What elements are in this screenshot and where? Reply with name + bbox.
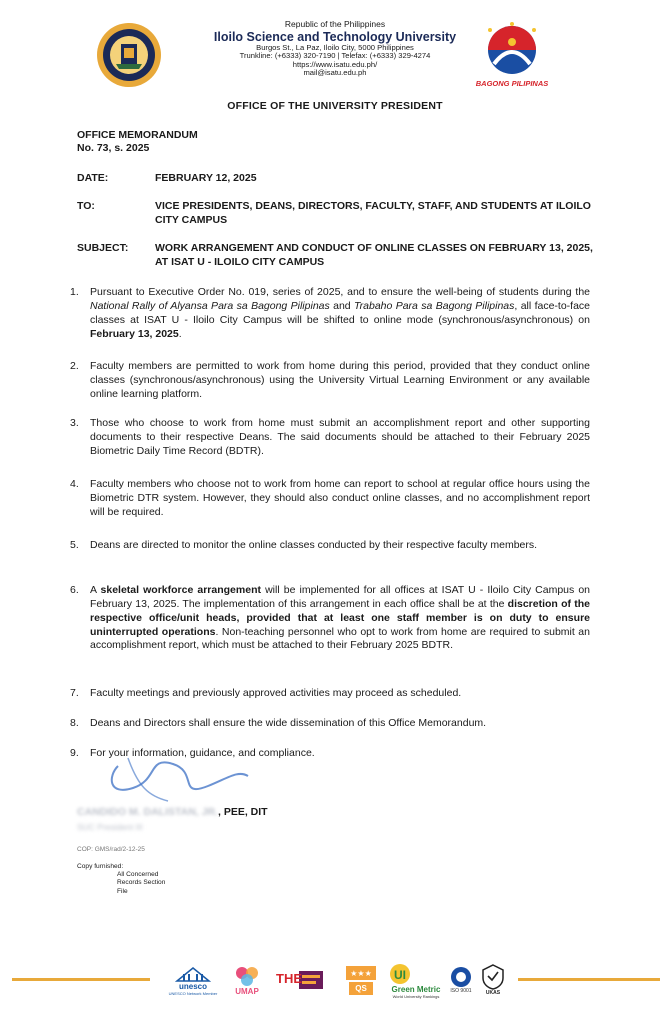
memo-type: OFFICE MEMORANDUM [77,129,198,141]
greenmetric-label: Green Metric [391,984,441,994]
bp-logo-text: BAGONG PILIPINAS [475,79,549,88]
item-text: A skeletal workforce arrangement will be implemented for all offices at ISAT U - Iloilo City Campus on February 13, 2025. The implementation of this arrangement in each office shall be at the discretion of the respective office/unit heads, provided that at least one staff member is on duty to ensure uninterrupted operations. Non-teaching personnel who opt to work from home are required to submit an accomplishment report, which must be attached to their February 2025 BDTR. [90,584,591,652]
item-text: Faculty members who choose not to work from home can report to school at regular office hours using the Biometric DTR system. However, they should also conduct online classes, and no accomplishment report will be required. [90,478,590,518]
reference-code: COP: GMS/rad/2-12-25 [77,846,145,853]
item-text: Those who choose to work from home must submit an accomplishment report and other supporting documents to their respective Deans. The said documents should be attached to their February 2025 Biometric Daily Time Record (BDTR). [90,417,590,457]
ukas-icon [482,964,504,990]
copy-furnished-list [117,871,165,896]
signatory-name-suffix: , PEE, DIT [217,806,268,818]
svg-text:★★★: ★★★ [350,968,372,978]
ukas-label: UKAS [485,990,501,996]
qs-stars-badge [344,958,378,1002]
item-number: 5. [70,539,79,551]
greenmetric-sub: World University Rankings [392,993,440,999]
footer-divider-right [518,978,660,981]
unesco-badge [168,958,218,1002]
unesco-sub: UNESCO Network Member [168,990,218,996]
ui-greenmetric-icon [388,962,444,986]
memo-heading [77,129,198,155]
unesco-icon [175,965,211,983]
university-email[interactable]: mail@isatu.edu.ph [303,68,367,78]
the-rankings-badge [274,958,326,1002]
iso-badge [446,958,476,1002]
bagong-pilipinas-logo-icon [472,20,552,90]
item-number: 8. [70,717,79,729]
item-text: Deans and Directors shall ensure the wide dissemination of this Office Memorandum. [90,717,487,729]
umap-label: UMAP [235,987,259,996]
signatory-title: SUC President III [77,822,143,832]
umap-icon [233,964,261,988]
item-number: 6. [70,584,79,596]
item-number: 9. [70,747,79,759]
ukas-badge [478,958,508,1002]
subject-value: WORK ARRANGEMENT AND CONDUCT OF ONLINE CLASSES ON FEBRUARY 13, 2025, AT ISAT U - ILOILO CITY CAMPUS [155,242,593,268]
university-name: Iloilo Science and Technology University [213,29,457,44]
to-label: TO: [77,200,95,212]
university-seal-icon [96,22,162,88]
list-item: All Concerned [117,871,159,879]
item-number: 4. [70,478,79,490]
svg-text:UI: UI [394,967,406,982]
item-text: Pursuant to Executive Order No. 019, series of 2025, and to ensure the well-being of students during the National Rally of Alyansa Para sa Bagong Pilipinas and Trabaho Para sa Bagong Pilipinas, all face-to-face classes at ISAT U - Iloilo City Campus will be shifted to online mode (synchronous/asynchronous) on February 13, 2025. [90,286,591,340]
item-number: 1. [70,286,79,298]
republic-line: Republic of the Philippines [284,19,386,29]
list-item: Records Section [117,879,166,887]
list-item: File [117,887,128,895]
iso-certification-icon [450,966,472,988]
item-number: 3. [70,417,79,429]
letterhead [170,20,500,78]
university-address: Burgos St., La Paz, Iloilo City, 5000 Philippines [256,42,414,52]
qs-label: QS [349,982,373,995]
subject-label: SUBJECT: [77,242,129,254]
to-value: VICE PRESIDENTS, DEANS, DIRECTORS, FACULTY, STAFF, AND STUDENTS AT ILOILO CITY CAMPUS [155,200,591,226]
item-number: 7. [70,687,79,699]
office-title: OFFICE OF THE UNIVERSITY PRESIDENT [227,100,443,112]
signatory-name [77,806,268,818]
ui-greenmetric-badge [386,958,446,1002]
university-contact: Trunkline: (+6333) 320-7190 | Telefax: (+6333) 329-4274 [239,51,431,61]
copy-furnished [77,863,165,896]
signatory-name-obscured: CANDIDO M. DALISTAN, JR. [77,806,218,818]
footer-divider-left [12,978,150,981]
date-label: DATE: [77,172,109,184]
date-value: FEBRUARY 12, 2025 [155,172,257,184]
item-number: 2. [70,360,79,372]
memo-number: No. 73, s. 2025 [77,142,150,155]
copy-furnished-label: Copy furnished: [77,863,124,870]
item-text: Faculty meetings and previously approved activities may proceed as scheduled. [90,687,462,699]
university-website[interactable]: https://www.isatu.edu.ph/ [292,59,378,69]
iso-label: ISO 9001 [450,988,472,994]
item-text: Deans are directed to monitor the online classes conducted by their respective faculty members. [90,539,538,551]
item-text: Faculty members are permitted to work from home during this period, provided that they conduct online classes (synchronous/asynchronous) using the University Virtual Learning Environment or any available online learning platform. [90,360,590,400]
unesco-label: unesco [178,981,207,991]
item-text: For your information, guidance, and compliance. [90,747,315,759]
the-label: THE [276,971,302,986]
umap-badge [228,958,266,1002]
qs-stars-icon [346,966,376,980]
